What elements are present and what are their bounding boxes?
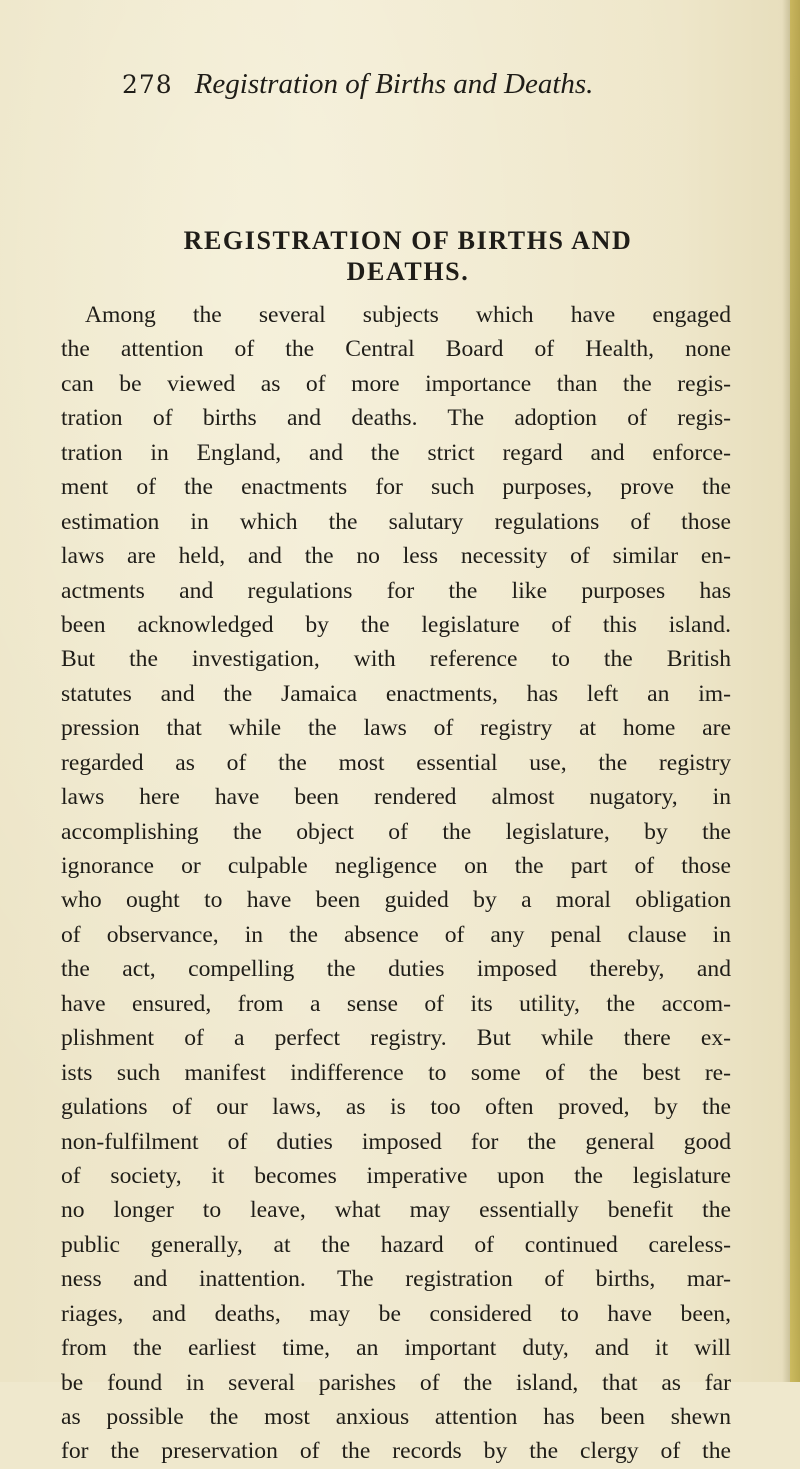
- page-number: 278: [122, 70, 173, 99]
- text-line: actments and regulations for the like purposes has: [61, 577, 731, 604]
- text-line: of observance, in the absence of any penal clause in: [61, 921, 731, 948]
- text-line: for the preservation of the records by the clergy of the: [61, 1438, 731, 1465]
- text-line: have ensured, from a sense of its utility, the accom-: [61, 990, 731, 1017]
- text-line: who ought to have been guided by a moral obligation: [61, 887, 731, 914]
- running-title: Registration of Births and Deaths.: [194, 68, 594, 100]
- text-line: ment of the enactments for such purposes, prove the: [61, 474, 731, 501]
- text-line: public generally, at the hazard of continued careless-: [61, 1231, 731, 1258]
- text-line: be found in several parishes of the island, that as far: [61, 1369, 731, 1396]
- text-line: accomplishing the object of the legislature, by the: [61, 818, 731, 845]
- text-line: can be viewed as of more importance than the regis-: [61, 370, 731, 397]
- text-line: statutes and the Jamaica enactments, has left an im-: [61, 680, 731, 707]
- text-line: tration of births and deaths. The adoption of regis-: [61, 405, 731, 432]
- text-line: of society, it becomes imperative upon the legislature: [61, 1162, 731, 1189]
- text-line: been acknowledged by the legislature of this island.: [61, 611, 731, 638]
- section-heading: REGISTRATION OF BIRTHS AND DEATHS.: [183, 226, 633, 286]
- text-line: non-fulfilment of duties imposed for the general good: [61, 1128, 731, 1155]
- text-line: from the earliest time, an important duty, and it will: [61, 1335, 731, 1362]
- text-line: estimation in which the salutary regulations of those: [61, 508, 731, 535]
- text-line: tration in England, and the strict regard and enforce-: [61, 439, 731, 466]
- text-line: ness and inattention. The registration of births, mar-: [61, 1266, 731, 1293]
- text-line: the attention of the Central Board of Health, none: [61, 336, 731, 363]
- text-line: Among the several subjects which have engaged: [85, 302, 731, 328]
- text-line: no longer to leave, what may essentially benefit the: [61, 1197, 731, 1224]
- text-line: plishment of a perfect registry. But while there ex-: [61, 1025, 731, 1052]
- page-edge-stain: [790, 0, 800, 1382]
- text-line: the act, compelling the duties imposed thereby, and: [61, 956, 731, 983]
- running-head: [122, 64, 642, 104]
- text-line: ists such manifest indifference to some of the best re-: [61, 1059, 731, 1086]
- text-line: as possible the most anxious attention has been shewn: [61, 1404, 731, 1430]
- text-line: But the investigation, with reference to the British: [61, 646, 731, 673]
- text-line: gulations of our laws, as is too often proved, by the: [61, 1094, 731, 1121]
- text-line: pression that while the laws of registry at home are: [61, 715, 731, 742]
- text-line: riages, and deaths, may be considered to have been,: [61, 1300, 731, 1327]
- text-line: laws here have been rendered almost nugatory, in: [61, 784, 731, 811]
- text-line: regarded as of the most essential use, the registry: [61, 749, 731, 776]
- body-text: [61, 298, 731, 1469]
- text-line: laws are held, and the no less necessity of similar en-: [61, 543, 731, 570]
- text-line: ignorance or culpable negligence on the part of those: [61, 853, 731, 879]
